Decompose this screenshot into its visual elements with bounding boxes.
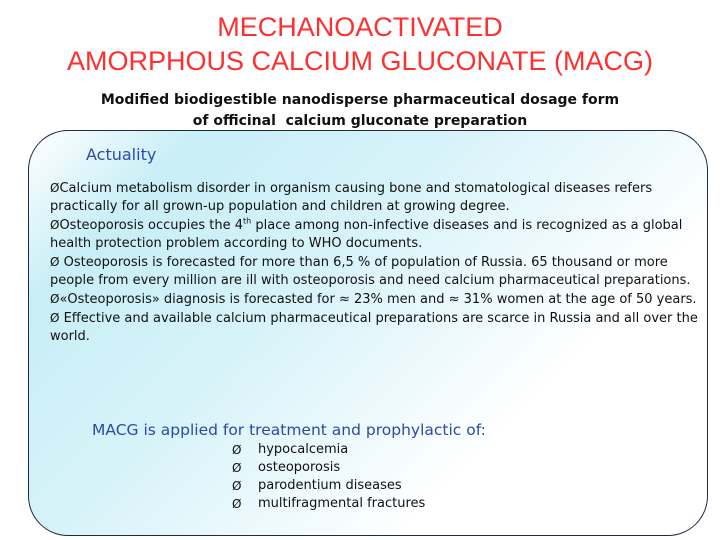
list-item: ØCalcium metabolism disorder in organism causing bone and stomatological diseases refers practically for all grown-up population and children at growing degree. [50, 181, 653, 214]
list-item: Ø Effective and available calcium pharmaceutical preparations are scarce in Russia and all over the world. [50, 311, 698, 344]
arrow-bullet-icon: Ø [50, 218, 60, 232]
arrow-bullet-icon: Ø [232, 443, 242, 457]
arrow-bullet-icon: Ø [50, 292, 60, 306]
arrow-bullet-icon: Ø [50, 255, 60, 269]
slide-title [0, 10, 720, 78]
arrow-bullet-icon: Ø [50, 311, 60, 325]
list-item: ØOsteoporosis occupies the 4th place among non-infective diseases and is recognized as a global health protection problem according to WHO documents. [50, 216, 683, 251]
list-item: Ø hypocalcemia [232, 442, 349, 457]
title-line-1: MECHANOACTIVATED [217, 12, 503, 42]
applications-list [232, 441, 425, 513]
list-item: Ø parodentium diseases [232, 478, 402, 493]
actuality-heading: Actuality [86, 145, 157, 164]
list-item: Ø multifragmental fractures [232, 496, 426, 511]
list-item: Ø osteoporosis [232, 460, 341, 475]
actuality-list [50, 179, 698, 346]
subtitle-line-1: Modified biodigestible nanodisperse pharmaceutical dosage form [100, 92, 620, 108]
list-item: Ø Osteoporosis is forecasted for more than 6,5 % of population of Russia. 65 thousand or more people from every million are ill with osteoporosis and need calcium pharmaceutical preparations. [50, 255, 691, 288]
arrow-bullet-icon: Ø [232, 497, 242, 511]
arrow-bullet-icon: Ø [50, 181, 60, 195]
subtitle-line-2: of officinal calcium gluconate preparation [192, 113, 528, 129]
title-line-2: AMORPHOUS CALCIUM GLUCONATE (MACG) [66, 46, 654, 76]
arrow-bullet-icon: Ø [232, 479, 242, 493]
slide-subtitle [0, 90, 720, 132]
list-item: Ø«Osteoporosis» diagnosis is forecasted for ≈ 23% men and ≈ 31% women at the age of 50 years. [50, 292, 697, 307]
arrow-bullet-icon: Ø [232, 461, 242, 475]
applications-heading: MACG is applied for treatment and prophylactic of: [92, 421, 486, 439]
